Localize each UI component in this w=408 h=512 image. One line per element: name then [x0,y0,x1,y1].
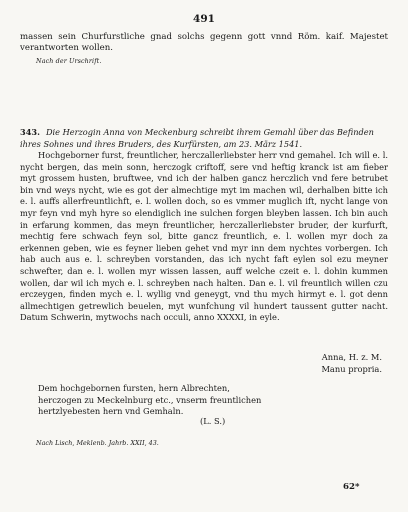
top-paragraph: massen sein Churfurstliche gnad solchs gegenn gott vnnd Röm. kaif. Majestet verantworten wollen. [20,32,388,53]
letter-paragraph: Hochgeborner furst, freuntlicher, herczallerliebster herr vnd gemahel. Ich will e. l. nycht bergen, das mein sonn, herczogk criftoff, sere vnd heftig kranck ist am fieber myt grossem husten, bruftwee, vnd ich der halben gancz herczlich vnd fere betrubet bin vnd weys nycht, wie es got der almechtige myt im machen wil, derhalben bitte ich e. l. auffs allerfreuntlichft, e. l. wollen doch, so es vmmer muglich ift, nycht lange von myr feyn vnd myh hyre so elendiglich ine sulchen forgen bleyben lassen. Ich bin auch in erfarung kommen, das meyn freuntlicher, herczallerliebster bruder, der kurfurft, mechtig fere schwach feyn sol, bitte gancz freuntlich, e. l. wollen myr doch za erkennen geben, wie es feyner lieben gehet vnd myr inn dem nychtes vorbergen. Ich hab auch aus e. l. schreyben vorstanden, das ich nycht faft eylen sol ezu meyner schwefter, dan e. l. wollen myr wissen lassen, auff welche czeit e. l. dohin kummen wollen, dar wil ich mych e. l. schreyben nach halten. Dan e. l. vil freuntlich willen czu erczeygen, finden mych e. l. wyllig vnd geneygt, vnd thu mych hirmyt e. l. got denn allmechtigen getrewlich beuelen, myt wunfchung vil hundert taussent gutter nacht. Datum Schwerin, mytwochs nach occuli, anno XXXXI, in eyle. [20,150,388,323]
address-block [38,383,338,418]
address-line: herczogen zu Meckelnburg etc., vnserm freuntlichen [38,394,262,405]
document-title: Die Herzogin Anna von Meckenburg schreibt ihrem Gemahl über das Befinden ihres Sohnes und ihres Bruders, des Kurfürsten, am 23. März 1541. [20,127,374,149]
signature-name: Anna, H. z. M. [321,352,382,362]
signature-block [20,352,382,375]
top-source-note: Nach der Urschrift. [36,57,102,65]
source-note: Nach Lisch, Meklenb. Jahrb. XXII, 43. [36,439,159,447]
address-line: hertzlyebesten hern vnd Gemhaln. [38,406,184,417]
signature-mark: 62* [343,482,360,492]
page-number: 491 [193,13,215,25]
document-number: 343. [20,127,40,137]
letter-body [20,150,388,324]
seal-mark: (L. S.) [200,416,226,426]
address-line: Dem hochgebornen fursten, hern Albrechten, [38,383,230,393]
signature-manu: Manu propria. [321,363,382,374]
document-header [20,126,388,150]
